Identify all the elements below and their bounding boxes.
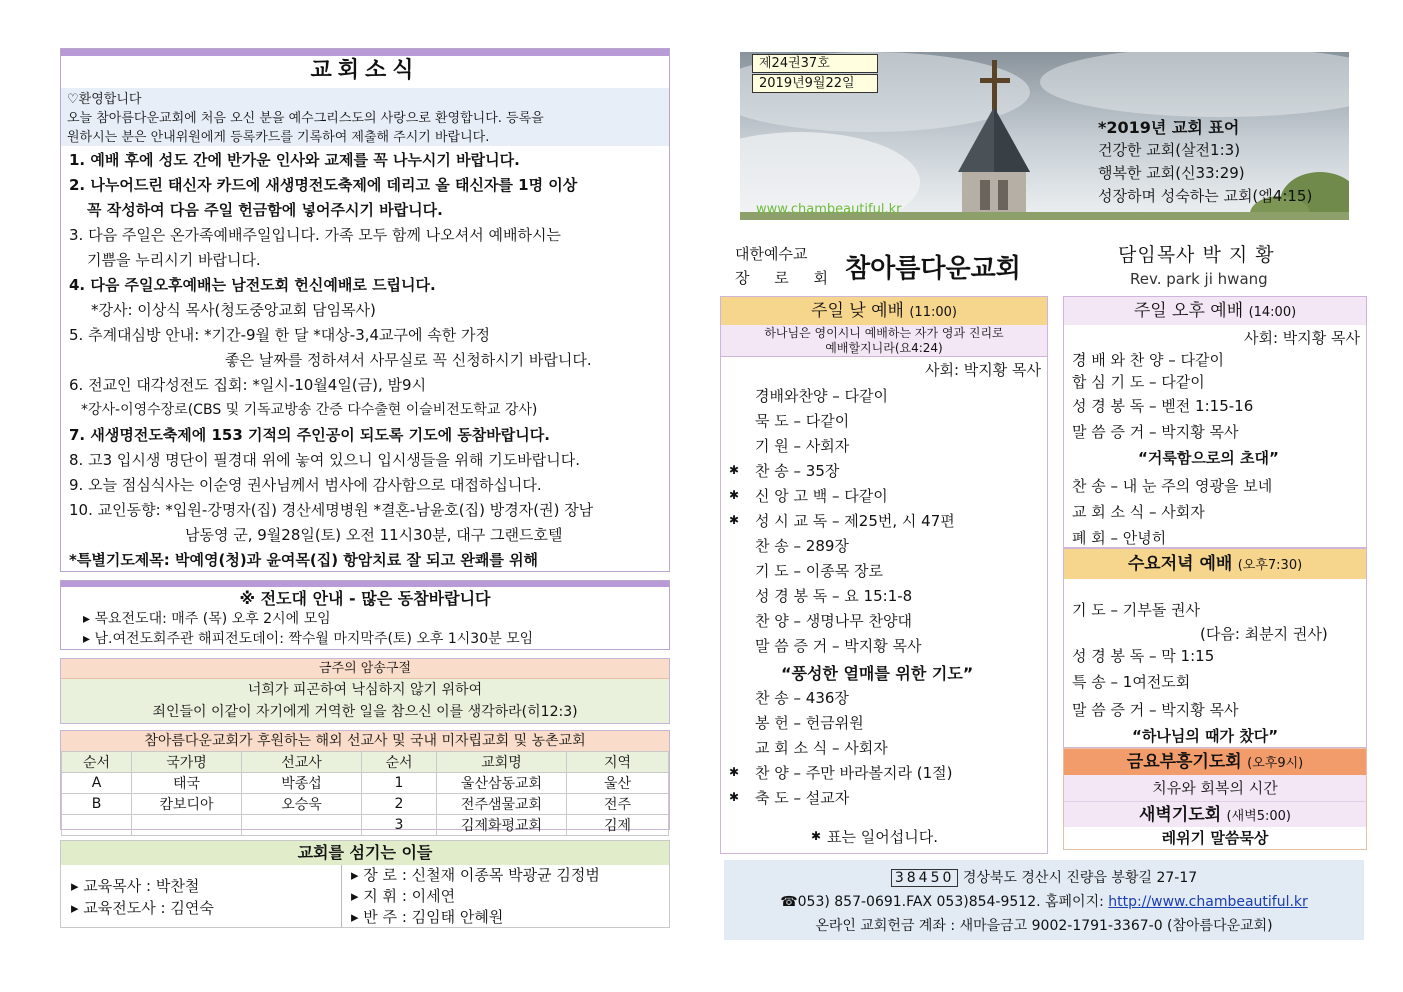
sunday-morning-time: (11:00) <box>909 305 957 320</box>
news-title: 교회소식 <box>310 58 420 83</box>
news-item: 4. 다음 주일오후예배는 남전도회 헌신예배로 드립니다. <box>69 276 436 294</box>
motto-line-3: 성장하며 성숙하는 교회(엡4:15) <box>1098 187 1313 205</box>
wednesday-panel <box>1063 548 1367 748</box>
order-item: 성 경 봉 독 – 막 1:15 <box>1072 647 1215 665</box>
verse-line-1: 하나님은 영이시니 예배하는 자가 영과 진리로 <box>764 326 1004 340</box>
column-header: 교회명 <box>437 752 567 773</box>
news-item: 8. 고3 입시생 명단이 필경대 위에 놓여 있으니 입시생들을 위해 기도바랍니다. <box>69 451 581 469</box>
missions-table-head: 참아름다운교회가 후원하는 해외 선교사 및 국내 미자립교회 및 농촌교회 <box>61 731 669 751</box>
news-item: 5. 추계대심방 안내: *기간-9월 한 달 *대상-3,4교구에 속한 가정 <box>69 326 491 344</box>
table-row <box>62 794 669 815</box>
account-line: 온라인 교회헌금 계좌 : 새마을금고 9002-1791-3367-0 (참아름다운교회) <box>815 918 1273 934</box>
servers-left <box>71 875 214 919</box>
sunday-morning-title: 주일 낮 예배 <box>811 301 904 321</box>
table-cell: 김제 <box>567 815 669 836</box>
news-item: 남동영 군, 9월28일(토) 오전 11시30분, 대구 그랜드호텔 <box>185 526 563 544</box>
sermon-title: “풍성한 열매를 위한 기도” <box>781 664 974 683</box>
evangelism-box <box>60 580 670 650</box>
evangelism-line-2: ▸ 남.여전도회주관 해피전도데이: 짝수월 마지막주(토) 오후 1시30분 모임 <box>83 631 534 647</box>
phone-fax: ☎053) 857-0691.FAX 053)854-9512. 홈페이지: <box>780 894 1109 910</box>
wednesday-time: (오후7:30) <box>1237 558 1303 573</box>
friday-time: (오후9시) <box>1247 756 1304 771</box>
sunday-morning-leader: 사회: 박지황 목사 <box>924 361 1041 379</box>
table-cell: B <box>62 794 132 815</box>
order-item: 기 도 – 이종목 장로 <box>755 562 884 580</box>
dawn-sub: 레위기 말씀묵상 <box>1161 829 1269 847</box>
servers-right-2: ▸ 지 휘 : 이세연 <box>351 887 456 905</box>
order-item: 폐 회 – 안녕히 <box>1072 529 1167 547</box>
pastor-name-en: Rev. park ji hwang <box>1130 270 1268 288</box>
table-cell: 3 <box>362 815 437 836</box>
standing-mark-icon: ✱ <box>729 790 740 804</box>
table-cell: 캄보디아 <box>132 794 242 815</box>
order-next: (다음: 최분지 권사) <box>1200 625 1328 643</box>
order-item: 찬 송 – 35장 <box>755 462 840 480</box>
standing-mark-icon: ✱ <box>729 488 740 502</box>
news-item: *강사: 이상식 목사(청도중앙교회 담임목사) <box>91 301 376 319</box>
news-item: 기쁨을 누리시기 바랍니다. <box>87 251 261 269</box>
order-item: 기 도 – 기부돌 권사 <box>1072 601 1201 619</box>
memory-verse-head: 금주의 암송구절 <box>61 659 669 679</box>
order-item: 봉 헌 – 헌금위원 <box>755 714 864 732</box>
servers-box <box>60 840 670 928</box>
news-topbar <box>61 49 669 56</box>
friday-head <box>1064 749 1366 775</box>
denomination-line-1: 대한예수교 <box>735 245 808 263</box>
dawn-title: 새벽기도회 <box>1139 805 1222 825</box>
news-item: *특별기도제목: 박예영(청)과 윤여목(집) 항암치료 잘 되고 완쾌를 위해 <box>69 551 539 569</box>
table-cell <box>62 815 132 836</box>
column-header: 국가명 <box>132 752 242 773</box>
servers-left-1: ▸ 교육목사 : 박찬철 <box>71 877 200 895</box>
news-item: 1. 예배 후에 성도 간에 반가운 인사와 교제를 꼭 나누시기 바랍니다. <box>69 151 520 169</box>
sunday-morning-panel <box>720 296 1048 854</box>
order-item: 합 심 기 도 – 다같이 <box>1072 373 1205 391</box>
table-cell <box>242 815 362 836</box>
news-item: 2. 나누어드린 태신자 카드에 새생명전도축제에 데리고 올 태신자를 1명 이상 <box>69 176 578 194</box>
order-item: 묵 도 – 다같이 <box>755 412 850 430</box>
table-cell: 오승욱 <box>242 794 362 815</box>
order-item: 말 씀 증 거 – 박지황 목사 <box>1072 701 1239 719</box>
verse-line-2: 예배할지니라(요4:24) <box>825 341 943 355</box>
missions-table-box <box>60 730 670 834</box>
sunday-afternoon-panel <box>1063 296 1367 548</box>
denomination-line-2: 장 로 회 <box>735 269 839 287</box>
table-cell: 전주 <box>567 794 669 815</box>
column-header: 순서 <box>62 752 132 773</box>
order-item: 말 씀 증 거 – 박지황 목사 <box>755 637 922 655</box>
sunday-afternoon-leader: 사회: 박지황 목사 <box>1243 329 1360 347</box>
table-cell: 울산 <box>567 773 669 794</box>
memory-verse-body <box>61 679 669 723</box>
order-item: 특 송 – 1여전도회 <box>1072 673 1191 691</box>
evangelism-topbar <box>61 581 669 587</box>
servers-head: 교회를 섬기는 이들 <box>61 841 669 865</box>
memory-verse-box <box>60 658 670 724</box>
order-item: 성 경 봉 독 – 요 15:1-8 <box>755 587 913 605</box>
news-item: *강사-이영수장로(CBS 및 기독교방송 간증 다수출현 이슬비전도학교 강사) <box>81 402 538 418</box>
column-header: 지역 <box>567 752 669 773</box>
servers-right-1: ▸ 장 로 : 신철재 이종목 박광균 김정범 <box>351 866 600 884</box>
pastor-name: 담임목사 박 지 황 <box>1118 244 1275 266</box>
table-row <box>62 773 669 794</box>
servers-divider <box>341 865 342 927</box>
friday-title: 금요부흥기도회 <box>1126 752 1242 772</box>
table-header-row <box>62 752 669 773</box>
order-item: 기 원 – 사회자 <box>755 437 850 455</box>
order-item: 찬 양 – 주만 바라볼지라 (1절) <box>755 764 953 782</box>
missions-table <box>61 751 669 836</box>
address-box <box>724 860 1364 940</box>
sunday-afternoon-head <box>1064 297 1366 325</box>
contact-line <box>724 890 1364 914</box>
standing-mark-icon: ✱ <box>811 829 822 843</box>
news-item: 좋은 날짜를 정하셔서 사무실로 꼭 신청하시기 바랍니다. <box>225 351 592 369</box>
standing-mark-icon: ✱ <box>729 463 740 477</box>
denomination <box>735 242 838 290</box>
zip-code: 38450 <box>891 869 959 887</box>
order-item: 경 배 와 찬 양 – 다같이 <box>1072 351 1225 369</box>
table-cell: 1 <box>362 773 437 794</box>
standing-note: 표는 일어섭니다. <box>827 828 938 846</box>
order-item: 찬 송 – 436장 <box>755 689 849 707</box>
news-item: 3. 다음 주일은 온가족예배주일입니다. 가족 모두 함께 나오셔서 예배하시는 <box>69 226 561 244</box>
table-cell: 박종섭 <box>242 773 362 794</box>
dawn-time: (새벽5:00) <box>1226 809 1291 824</box>
order-item: 교 회 소 식 – 사회자 <box>755 739 888 757</box>
servers-right <box>351 865 600 928</box>
order-item: 찬 송 – 289장 <box>755 537 849 555</box>
wednesday-head <box>1064 549 1366 579</box>
wednesday-title: 수요저녁 예배 <box>1127 554 1233 574</box>
table-cell: 태국 <box>132 773 242 794</box>
street-address: 경상북도 경산시 진량읍 봉황길 27-17 <box>962 870 1198 886</box>
news-item: 6. 전교인 대각성전도 집회: *일시-10월4일(금), 밤9시 <box>69 376 427 394</box>
news-item: 10. 교인동향: *입원-강명자(집) 경산세명병원 *결혼-남윤호(집) 방경자(권) 장남 <box>69 501 594 519</box>
welcome-text-2: 원하시는 분은 안내위원에게 등록카드를 기록하여 제출해 주시기 바랍니다. <box>67 130 490 145</box>
standing-mark-icon: ✱ <box>729 765 740 779</box>
welcome-head: ♡환영합니다 <box>67 92 142 107</box>
motto-line-1: 건강한 교회(살전1:3) <box>1098 141 1241 159</box>
order-item: 찬 송 – 내 눈 주의 영광을 보네 <box>1072 477 1273 495</box>
table-cell: 2 <box>362 794 437 815</box>
memory-verse-line-2: 죄인들이 이같이 자기에게 거역한 일을 참으신 이를 생각하라(히12:3) <box>152 704 578 720</box>
motto-line-2: 행복한 교회(신33:29) <box>1098 164 1245 182</box>
motto-block <box>1098 116 1312 208</box>
standing-mark-icon: ✱ <box>729 513 740 527</box>
evangelism-title: ※ 전도대 안내 - 많은 동참바랍니다 <box>239 589 491 608</box>
volume-label: 제24권37호 <box>752 54 878 73</box>
welcome-box <box>61 88 669 146</box>
evangelism-line-1: ▸ 목요전도대: 매주 (목) 오후 2시에 모임 <box>83 611 331 627</box>
memory-verse-line-1: 너희가 피곤하여 낙심하지 않기 위하여 <box>247 682 483 698</box>
order-item: 성 경 봉 독 – 벧전 1:15-16 <box>1072 397 1254 415</box>
church-name: 참아름다운교회 <box>845 254 1021 284</box>
sunday-morning-head <box>721 297 1047 325</box>
order-item: 축 도 – 설교자 <box>755 789 850 807</box>
order-item: 경배와찬양 – 다같이 <box>755 387 888 405</box>
sunday-afternoon-title: 주일 오후 예배 <box>1133 301 1244 321</box>
banner <box>740 52 1349 220</box>
column-header: 선교사 <box>242 752 362 773</box>
table-cell: 울산삼동교회 <box>437 773 567 794</box>
welcome-text-1: 오늘 참아름다운교회에 처음 오신 분을 예수그리스도의 사랑으로 환영합니다. 등록을 <box>67 111 544 126</box>
servers-right-3: ▸ 반 주 : 김임태 안혜원 <box>351 908 504 926</box>
sunday-afternoon-time: (14:00) <box>1248 305 1297 320</box>
table-cell: A <box>62 773 132 794</box>
sunday-morning-verse <box>721 325 1047 357</box>
friday-sub: 치유와 회복의 시간 <box>1064 775 1366 801</box>
news-item: 꼭 작성하여 다음 주일 헌금함에 넣어주시기 바랍니다. <box>87 201 443 219</box>
order-item: 교 회 소 식 – 사회자 <box>1072 503 1205 521</box>
servers-left-2: ▸ 교육전도사 : 김연숙 <box>71 899 214 917</box>
order-item: 말 씀 증 거 – 박지황 목사 <box>1072 423 1239 441</box>
sermon-title: “하나님의 때가 찼다” <box>1132 727 1279 745</box>
homepage-link[interactable]: http://www.chambeautiful.kr <box>1108 894 1308 910</box>
table-cell: 전주샘물교회 <box>437 794 567 815</box>
news-box <box>60 48 670 572</box>
address-line <box>724 866 1364 890</box>
sermon-title: “거룩함으로의 초대” <box>1138 449 1279 467</box>
dawn-head <box>1064 801 1366 827</box>
motto-title: *2019년 교회 표어 <box>1098 118 1240 137</box>
date-label: 2019년9월22일 <box>752 74 878 93</box>
column-header: 순서 <box>362 752 437 773</box>
table-row <box>62 815 669 836</box>
order-item: 성 시 교 독 – 제25번, 시 47편 <box>755 512 955 530</box>
news-item: 7. 새생명전도축제에 153 기적의 주인공이 되도록 기도에 동참바랍니다. <box>69 426 550 444</box>
table-cell: 김제화평교회 <box>437 815 567 836</box>
order-item: 신 앙 고 백 – 다같이 <box>755 487 888 505</box>
news-item: 9. 오늘 점심식사는 이순영 권사님께서 범사에 감사함으로 대접하십니다. <box>69 476 542 494</box>
table-cell <box>132 815 242 836</box>
banner-url: www.chambeautiful.kr <box>756 202 902 217</box>
order-item: 찬 양 – 생명나무 찬양대 <box>755 612 912 630</box>
prayer-panel <box>1063 748 1367 850</box>
